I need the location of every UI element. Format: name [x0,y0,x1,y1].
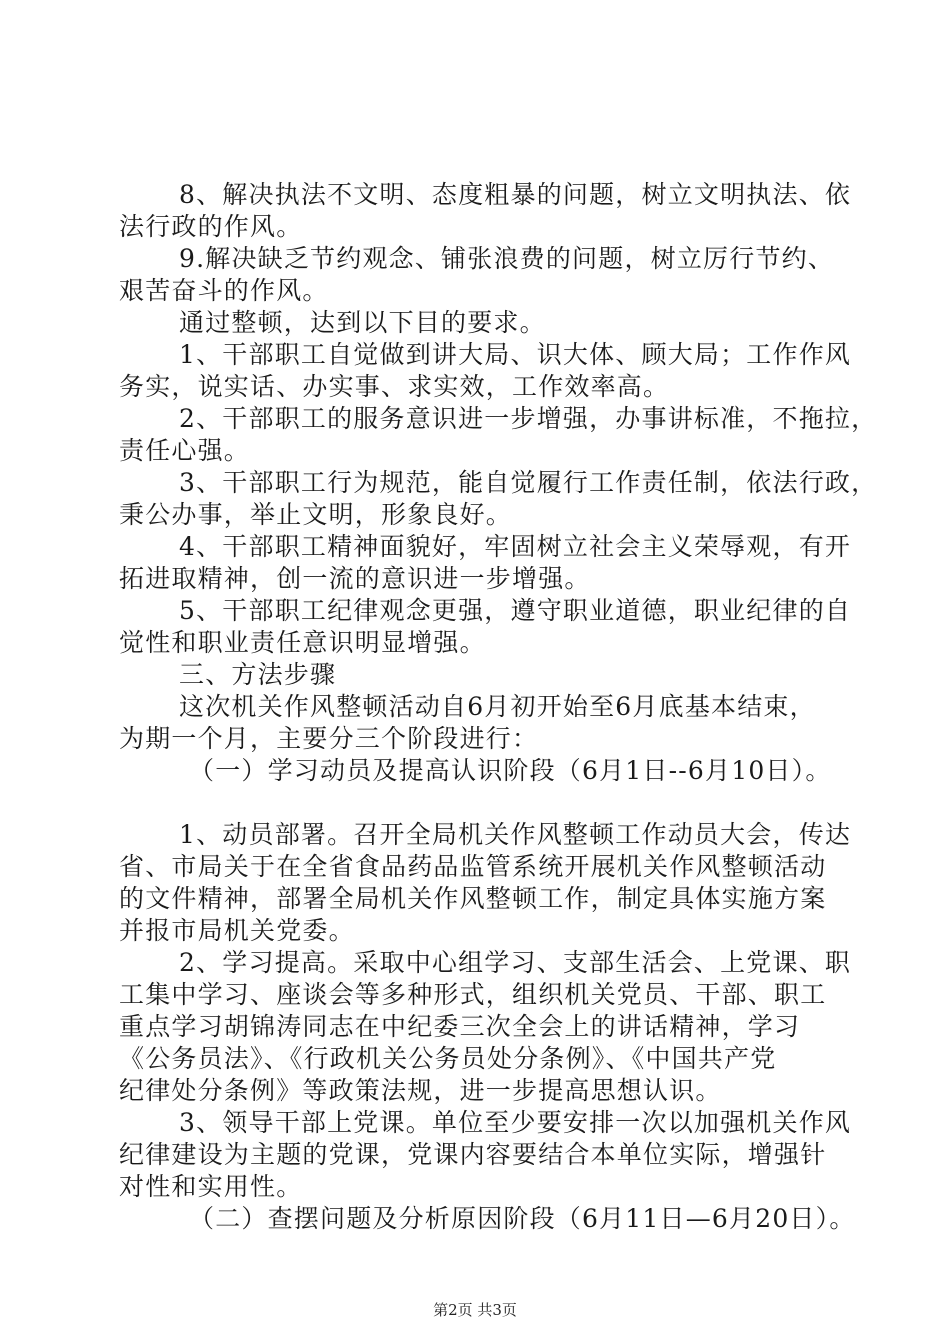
paragraph-line: 8、解决执法不文明、态度粗暴的问题，树立文明执法、依 [179,180,852,209]
paragraph-line: 艰苦奋斗的作风。 [119,276,329,305]
paragraph-line: 纪律建设为主题的党课，党课内容要结合本单位实际，增强针 [119,1140,827,1169]
paragraph-line: 觉性和职业责任意识明显增强。 [119,628,486,657]
paragraph-line: 务实，说实话、办实事、求实效，工作效率高。 [119,372,670,401]
paragraph-line: 9.解决缺乏节约观念、铺张浪费的问题，树立厉行节约、 [179,244,835,273]
paragraph-line: 5、干部职工纪律观念更强，遵守职业道德，职业纪律的自 [179,596,852,625]
paragraph-line: 对性和实用性。 [119,1172,303,1201]
paragraph-line: 《公务员法》、《行政机关公务员处分条例》、《中国共产党 [119,1044,777,1073]
paragraph-line: 工集中学习、座谈会等多种形式，组织机关党员、干部、职工 [119,980,827,1009]
paragraph-line: 3、干部职工行为规范，能自觉履行工作责任制，依法行政， [179,468,878,497]
section-heading: 三、方法步骤 [179,660,337,689]
phase-heading: （二）查摆问题及分析原因阶段（6月11日—6月20日）。 [189,1204,856,1233]
paragraph-line: 法行政的作风。 [119,212,303,241]
paragraph-line: 4、干部职工精神面貌好，牢固树立社会主义荣辱观，有开 [179,532,852,561]
paragraph-line: 2、学习提高。采取中心组学习、支部生活会、上党课、职 [179,948,852,977]
paragraph-line: 通过整顿，达到以下目的要求。 [179,308,546,337]
paragraph-line: 3、领导干部上党课。单位至少要安排一次以加强机关作风 [179,1108,852,1137]
paragraph-line: 责任心强。 [119,436,251,465]
paragraph-line: 省、市局关于在全省食品药品监管系统开展机关作风整顿活动 [119,852,827,881]
paragraph-line: 拓进取精神，创一流的意识进一步增强。 [119,564,591,593]
phase-heading: （一）学习动员及提高认识阶段（6月1日--6月10日）。 [189,756,832,785]
paragraph-line: 纪律处分条例》等政策法规，进一步提高思想认识。 [119,1076,722,1105]
paragraph-line: 并报市局机关党委。 [119,916,355,945]
page-number-footer: 第2页 共3页 [433,1301,517,1319]
paragraph-line: 这次机关作风整顿活动自6月初开始至6月底基本结束， [179,692,816,721]
paragraph-line: 秉公办事，举止文明，形象良好。 [119,500,513,529]
paragraph-line: 重点学习胡锦涛同志在中纪委三次全会上的讲话精神，学习 [119,1012,801,1041]
paragraph-line: 1、动员部署。召开全局机关作风整顿工作动员大会，传达 [179,820,852,849]
paragraph-line: 的文件精神，部署全局机关作风整顿工作，制定具体实施方案 [119,884,827,913]
paragraph-line: 2、干部职工的服务意识进一步增强，办事讲标准，不拖拉， [179,404,878,433]
paragraph-line: 1、干部职工自觉做到讲大局、识大体、顾大局；工作作风 [179,340,852,369]
paragraph-line: 为期一个月，主要分三个阶段进行： [119,724,539,753]
